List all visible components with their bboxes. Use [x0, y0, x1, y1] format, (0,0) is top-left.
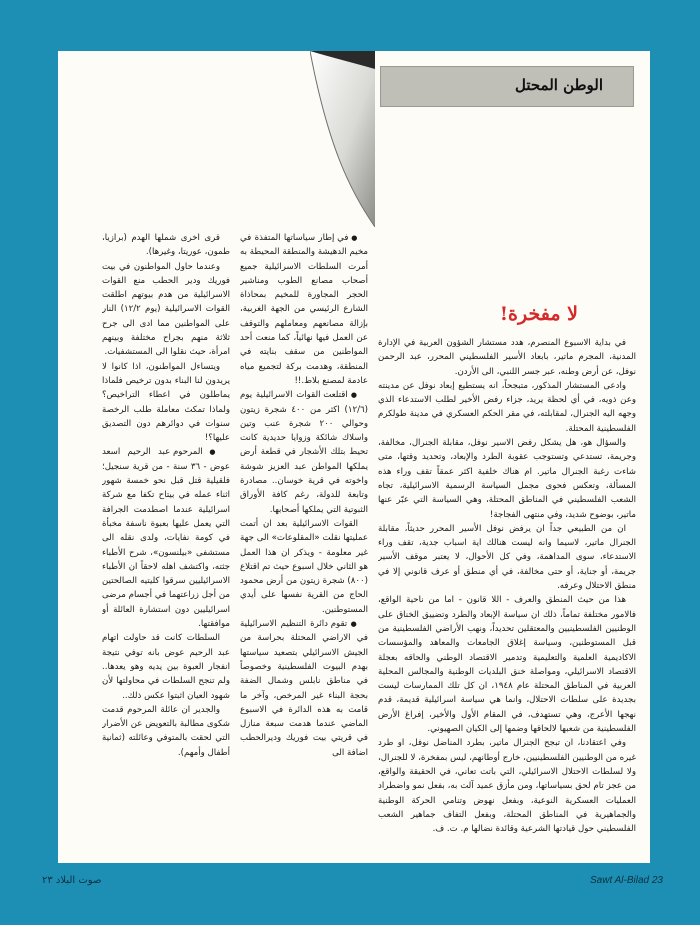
article-paragraph: ان من الطبيعي جداً ان يرفض نوفل الأسير المحرر حديثاً، مقابلة الجنرال ماتير، لاسيما وانه ليست هنالك اية اسباب جدية، تقف وراء الاستدعاء، سوى المداهمة، وفي كل الأحوال، لا يعتبر موقف الأسير جريمة، أو جناية، أو حتى مخالفة، في أي منطق أو عرف قانوني إلا في منطق الاحتلال وعرفه. — [378, 523, 636, 592]
footer-english-page-label: Sawt Al-Bilad 23 — [590, 875, 663, 886]
magazine-page — [58, 51, 650, 863]
article-paragraph: وعندما حاول المواطنون في بيت فوريك ودير الحطب منع القوات الاسرائيلية من هدم بيوتهم اطلقت القوات الاسرائيلية (يوم ١٢/٢) النار على المواطنين مما ادى الى جرح ثلاثة منهم بجراح مختلفة وبينهم امرأة، حيث نقلوا الى المستشفيات. — [102, 261, 230, 358]
article-paragraph: في بداية الاسبوع المنصرم، هدد مستشار الشؤون العربية في الإدارة المدنية، المجرم ماتير، بابعاد الأسير الفلسطيني المحرر، عبد الرحمن نوفل، عن أرض وطنه، عبر جسر اللنبي، الى الأردن. — [378, 338, 636, 377]
article-paragraph: والجدير ان عائلة المرحوم قدمت شكوى مطالبة بالتعويض عن الأضرار التي لحقت بالمتوفي وعائلته (ثمانية أطفال وأمهم). — [102, 704, 230, 758]
article-paragraph: هذا من حيث المنطق والعرف - اللا قانون - اما من ناحية الواقع، فالامور مختلفة تماماً، ذلك ان سياسة الإبعاد والطرد وتضييق الخناق على الوطنيين الفلسطينيين والمعتقلين تحديداً، ونهب الأراضي الفلسطينية من قبل المستوطنين، وسياسة إغلاق الجامعات والمعاهد والمؤسسات الاكاديمية العلمية والتعليمية وتدمير الاقتصاد الوطني والحاقه بعجلة الاقتصاد الاسرائيلي، ومواصلة خنق البلديات الوطنية والمجالس المحلية العربية في المناطق المحتلة عام ١٩٤٨، ان كل تلك الممارسات ليست بجديدة على سلطات الاحتلال، وانما هي سياسة اسرائيلية قديمة، قدم نهجها الأعرج، وهي تستهدف، في المقام الأول والأخير، إفراغ الأرض الفلسطينية من شعبها لالحاقها وضمها إلى الكيان الصهيوني. — [378, 595, 636, 735]
page-curl-graphic — [310, 51, 375, 227]
news-item-paragraph: ● في إطار سياساتها المتفذة في مخيم الدهيشة والمنطقة المحيطة به أمرت السلطات الاسرائيلية جميع أصحاب مصانع الطوب ومناشير الحجر المجاورة للمخيم بمحاذاة الشارع الرئيسي من الجهة الغربية، بإزالة مصانعهم ومعاملهم والتوقف عن العمل فيها نهائياً، كما منعت أحد المواطنين من سقف بنايته في المنطقة، وهدمت بركة لتجميع مياه عادمة لمصنع بلاط.!! — [240, 231, 368, 388]
news-item-paragraph: ● المرحوم عبد الرحيم اسعد عوض - ٣٦ سنة - من قرية سنجيل؛ فلقيلية قتل قبل نحو خمسة شهور اثناء عمله في بيتاح تكفا مع شركة اسرائيلية عندما اصطدمت الجرافة التي يعمل عليها بعبوة ناسفة مخبأة في كومة نفايات، ولدى نقله الى مستشفى «بيلنسون»، شرح الأطباء جثته، واكتشف اهله لاحقاً ان الأطباء الاسرائيليين سرقوا كليتيه الصالحتين من أجل زراعتهما في أجسام مرضى اسرائيليين دون استشارة العائلة أو موافقتها. — [102, 445, 230, 631]
section-header-box — [380, 66, 634, 107]
news-item-paragraph: ● اقتلعت القوات الاسرائيلية يوم (١٢/٦) اكثر من ٤٠٠ شجرة زيتون وحوالي ٢٠٠ شجرة عنب وتين واسلاك شائكة وزوايا حديدية كانت تحيط بتلك الأشجار في قطعة أرض يملكها المواطن عبد العزيز شوشة واخوته في قرية خوسان.. مصادرة وتابعة للدولة، رغم كافة الأوراق الثبوتية التي يملكها أصحابها. — [240, 388, 368, 517]
article-left-column — [102, 231, 230, 854]
article-paragraph: القوات الاسرائيلية بعد ان أتمت عمليتها نقلت «المقلوعات» الى جهة غير معلومة - ويذكر ان هذا العمل هو الثاني خلال اسبوع حيث تم اقتلاع (٨٠٠) شجرة زيتون من أرض محمود الحاج من القرية نفسها على أيدي المستوطنين. — [240, 518, 368, 615]
article-paragraph: وادعى المستشار المذكور، متبجحاً، انه يستطيع إبعاد نوفل عن مدينته وعن ذويه، في أي لحظة يريد، جزاء رفض الأخير لطلب الاستدعاء الذي وجهه اليه الجنرال، لمقابلته، في مقر الحكم العسكري في مدينة طولكرم الفلسطينية المحتلة. — [378, 380, 636, 434]
article-paragraph: السلطات كانت قد حاولت اتهام عبد الرحيم عوض بانه توفي نتيجة انفجار العبوة بين يديه وهو يعدها.. ولم تنجح السلطات في محاولتها لأن شهود العيان اثبتوا عكس ذلك.. — [102, 633, 230, 701]
article-paragraph: وفي اعتقادنا، ان تبجح الجنرال ماتير، بطرد المناضل نوفل، او طرد غيره من الوطنيين الفلسطينيين، خارج أوطانهم، ليس بمفخرة، لا للجنرال، ولا لسلطات الاحتلال الاسرائيلي، التي باتت تعاني، في الحقيقة والواقع، من عجز تام لحق بسياساتها، ومن مأزق عميد آلت به، بفعل نمو واضطراد العمليات العسكرية النوعية، وبفعل نهوض وتنامي الحركة الوطنية والجماهيرية في المناطق المحتلة، وبفعل التفاف جماهير الشعب الفلسطيني حول قيادتها الشرعية وقائدة نضالها م. ت. ف. — [378, 738, 636, 835]
news-item-paragraph: ● تقوم دائرة التنظيم الاسرائيلية في الاراضي المحتلة بحراسة من الجيش الاسرائيلي بتصعيد سياستها بهدم البيوت الفلسطينية وخصوصاً في مناطق نابلس وشمال الضفة بحجة البناء غير المرخص، وآخر ما قامت به هذه الدائرة في الاسبوع الماضي عندما هدمت سبعة منازل في قريتي بيت فوريك وديرالحطب اضافة الى — [240, 617, 368, 760]
section-title: الوطن المحتل — [514, 76, 603, 94]
article-right-column — [378, 336, 636, 854]
article-middle-column — [240, 231, 368, 854]
footer-arabic-page-label: صوت البلاد ٢٣ — [42, 875, 102, 886]
article-paragraph: والسؤال هو، هل يشكل رفض الاسير نوفل، مقابلة الجنرال، مخالفة، وجريمة، تستدعي وتستوجب عقوبة الطرد والإبعاد، وتحديد وقتها، متى شاءت رغبة الجنرال ماتير. ام هناك خلفية اكثر عمقاً تقف وراء هذه المسألة، وتعكس فحوى مجمل السياسة الرسمية الاسرائيلية، تجاه الشعب الفلسطيني في المناطق المحتلة، وهي السياسة التي عبّر عنها ماتير، بوضوح شديد، وفي منتهى الفجاجة! — [378, 438, 636, 520]
article-headline: لا مفخرة! — [499, 303, 578, 325]
article-paragraph: ويتساءل المواطنون، اذا كانوا لا يريدون لنا البناء بدون ترخيص فلماذا يماطلون في اعطاء التراخيص؟ ولماذا تمكث معاملة طلب الرخصة سنوات في دوائرهم دون التصديق عليها؟! — [102, 361, 230, 444]
article-paragraph: قرى اخرى شملها الهدم (برازيا، طمون، عوريتا، وغيرها). — [102, 233, 230, 258]
